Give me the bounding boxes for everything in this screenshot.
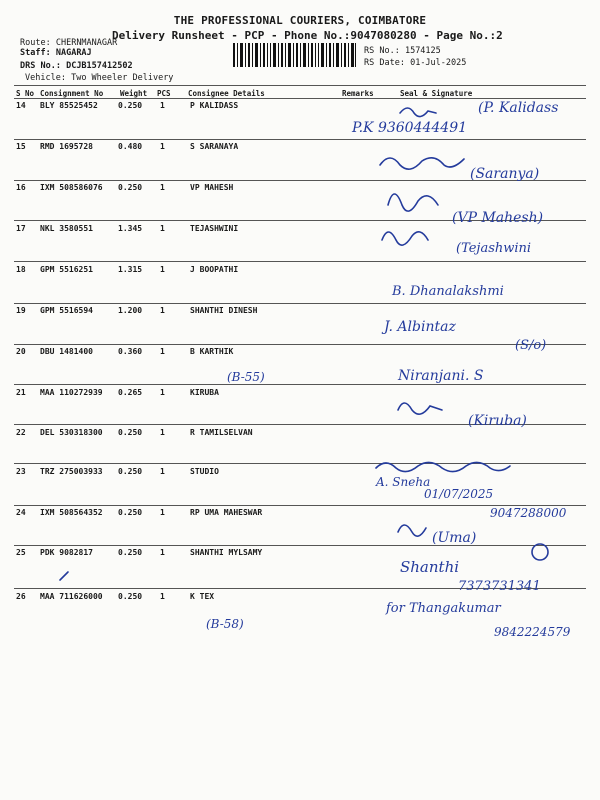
row-weight: 0.480 <box>118 142 143 151</box>
drs-line <box>20 61 133 71</box>
row-pcs: 1 <box>160 508 165 517</box>
staff-value: NAGARAJ <box>55 48 92 58</box>
row-consignment-no: RMD 1695728 <box>40 142 93 151</box>
row-pcs: 1 <box>160 388 165 397</box>
signature-row-24 <box>398 525 476 546</box>
row-consignment-no: NKL 3580551 <box>40 224 93 233</box>
row-pcs: 1 <box>160 347 165 356</box>
row-consignment-no: MAA 110272939 <box>40 388 103 397</box>
sig-19-note: (S/o) <box>515 338 547 353</box>
row-sno: 21 <box>16 388 26 397</box>
route-value: CHERNMANAGAR <box>55 38 118 48</box>
col-consignee: Consignee Details <box>188 89 265 98</box>
signature-row-15 <box>380 158 539 182</box>
staff-line <box>20 48 92 58</box>
row-weight: 0.250 <box>118 428 143 437</box>
row-divider <box>14 303 586 304</box>
row-consignee-name: P KALIDASS <box>190 101 239 110</box>
staff-label: Staff: <box>20 48 51 58</box>
row-pcs: 1 <box>160 224 165 233</box>
sig-23-date: 01/07/2025 <box>424 487 494 501</box>
sig-26-remark: (B-58) <box>206 617 244 631</box>
signature-row-26 <box>206 601 571 639</box>
row-weight: 1.200 <box>118 306 143 315</box>
sig-19-name: J. Albintaz <box>384 319 456 335</box>
row-weight: 1.345 <box>118 224 143 233</box>
row-25-tick-mark <box>60 572 68 580</box>
col-pcs: PCS <box>157 89 171 98</box>
row-pcs: 1 <box>160 306 165 315</box>
sig-18-name: B. Dhanalakshmi <box>392 284 504 299</box>
sig-25-phone: 7373731341 <box>458 579 541 594</box>
row-consignment-no: TRZ 275003933 <box>40 467 103 476</box>
row-divider <box>14 424 586 425</box>
row-sno: 22 <box>16 428 26 437</box>
sig-23-name: A. Sneha <box>376 475 431 489</box>
row-weight: 0.250 <box>118 592 143 601</box>
row-consignee-name: SHANTHI DINESH <box>190 306 258 315</box>
row-consignment-no: GPM 5516251 <box>40 265 93 274</box>
sig-20-name: Niranjani. S <box>398 368 484 384</box>
row-sno: 20 <box>16 347 26 356</box>
row-consignment-no: MAA 711626000 <box>40 592 103 601</box>
vehicle-line <box>25 73 173 83</box>
row-consignee-name: KIRUBA <box>190 388 219 397</box>
row-weight: 0.360 <box>118 347 143 356</box>
row-pcs: 1 <box>160 183 165 192</box>
row-consignment-no: IXM 508586076 <box>40 183 103 192</box>
row-divider <box>14 545 586 546</box>
row-weight: 0.250 <box>118 508 143 517</box>
sig-25-name: Shanthi <box>400 558 460 576</box>
company-title: THE PROFESSIONAL COURIERS, COIMBATORE <box>173 14 427 27</box>
col-remarks: Remarks <box>342 89 374 98</box>
row-pcs: 1 <box>160 467 165 476</box>
row-weight: 1.315 <box>118 265 143 274</box>
row-sno: 18 <box>16 265 26 274</box>
row-divider <box>14 261 586 262</box>
row-weight: 0.250 <box>118 183 143 192</box>
sig-26-name: for Thangakumar <box>386 601 501 616</box>
row-consignment-no: BLY 85525452 <box>40 101 98 110</box>
sig-24-name: (Uma) <box>432 530 477 546</box>
col-weight: Weight <box>120 89 148 98</box>
row-pcs: 1 <box>160 265 165 274</box>
row-consignee-name: STUDIO <box>190 467 219 476</box>
row-sno: 16 <box>16 183 26 192</box>
vehicle-value: Two Wheeler Delivery <box>71 73 174 83</box>
rs-date-label: RS Date: <box>364 58 405 68</box>
row-weight: 0.265 <box>118 388 143 397</box>
signature-row-23 <box>375 462 567 520</box>
row-divider <box>14 588 586 589</box>
row-consignment-no: PDK 9082817 <box>40 548 93 557</box>
row-weight: 0.250 <box>118 467 143 476</box>
signature-row-16 <box>388 194 543 226</box>
row-divider <box>14 180 586 181</box>
row-consignee-name: J BOOPATHI <box>190 265 239 274</box>
row-consignee-name: VP MAHESH <box>190 183 234 192</box>
signature-row-19 <box>381 319 546 353</box>
row-sno: 24 <box>16 508 26 517</box>
rs-date-value: 01-Jul-2025 <box>410 58 467 68</box>
signature-row-20 <box>227 368 483 384</box>
row-pcs: 1 <box>160 101 165 110</box>
row-consignee-name: K TEX <box>190 592 215 601</box>
row-consignee-name: R TAMILSELVAN <box>190 428 253 437</box>
row-consignee-name: TEJASHWINI <box>190 224 239 233</box>
sig-14-phone: P.K 9360444491 <box>352 120 468 136</box>
vehicle-label: Vehicle: <box>25 73 66 83</box>
row-pcs: 1 <box>160 428 165 437</box>
col-consignment: Consignment No <box>40 89 104 98</box>
row-divider <box>14 344 586 345</box>
rs-no-label: RS No.: <box>364 46 400 56</box>
rs-no-value: 1574125 <box>404 46 441 56</box>
row-consignee-name: RP UMA MAHESWAR <box>190 508 263 517</box>
signature-row-17 <box>382 232 531 256</box>
sig-25-circle-mark <box>532 544 548 560</box>
route-label: Route: <box>20 38 51 48</box>
signature-row-18 <box>391 284 504 299</box>
row-sno: 15 <box>16 142 26 151</box>
drs-value: DCJB157412502 <box>66 61 133 71</box>
row-consignment-no: DEL 530318300 <box>40 428 103 437</box>
sig-14-name: (P. Kalidass <box>478 100 559 116</box>
row-sno: 19 <box>16 306 26 315</box>
route-line <box>20 38 117 48</box>
sig-20-remark: (B-55) <box>227 370 265 384</box>
row-divider <box>14 139 586 140</box>
row-pcs: 1 <box>160 142 165 151</box>
sig-26-phone: 9842224579 <box>494 625 571 639</box>
row-sno: 14 <box>16 101 26 110</box>
rs-no-line <box>364 46 441 56</box>
row-sno: 25 <box>16 548 26 557</box>
col-seal-signature: Seal & Signature <box>400 89 473 98</box>
header-top-rule <box>14 85 586 86</box>
row-divider <box>14 463 586 464</box>
barcode-image <box>232 42 357 68</box>
sig-15-name: (Saranya) <box>470 166 540 182</box>
sig-23-phone: 9047288000 <box>490 506 567 520</box>
sig-16-name: (VP Mahesh) <box>452 210 544 226</box>
row-consignee-name: B KARTHIK <box>190 347 234 356</box>
rs-date-line <box>364 58 466 68</box>
signature-row-21 <box>398 403 527 429</box>
signature-row-14 <box>351 100 558 136</box>
sig-17-name: (Tejashwini <box>456 241 532 256</box>
row-consignment-no: GPM 5516594 <box>40 306 93 315</box>
row-consignment-no: IXM 508564352 <box>40 508 103 517</box>
header-bottom-rule <box>14 98 586 99</box>
row-consignee-name: S SARANAYA <box>190 142 239 151</box>
row-consignment-no: DBU 1481400 <box>40 347 93 356</box>
row-sno: 26 <box>16 592 26 601</box>
sig-21-name: (Kiruba) <box>468 413 527 429</box>
row-divider <box>14 384 586 385</box>
row-divider <box>14 220 586 221</box>
row-consignee-name: SHANTHI MYLSAMY <box>190 548 263 557</box>
row-weight: 0.250 <box>118 548 143 557</box>
row-weight: 0.250 <box>118 101 143 110</box>
row-sno: 17 <box>16 224 26 233</box>
drs-label: DRS No.: <box>20 61 61 71</box>
runsheet-subtitle: Delivery Runsheet - PCP - Phone No.:9047080280 - Page No.:2 <box>112 29 503 42</box>
row-sno: 23 <box>16 467 26 476</box>
row-pcs: 1 <box>160 592 165 601</box>
row-pcs: 1 <box>160 548 165 557</box>
row-divider <box>14 505 586 506</box>
col-sno: S No <box>16 89 35 98</box>
